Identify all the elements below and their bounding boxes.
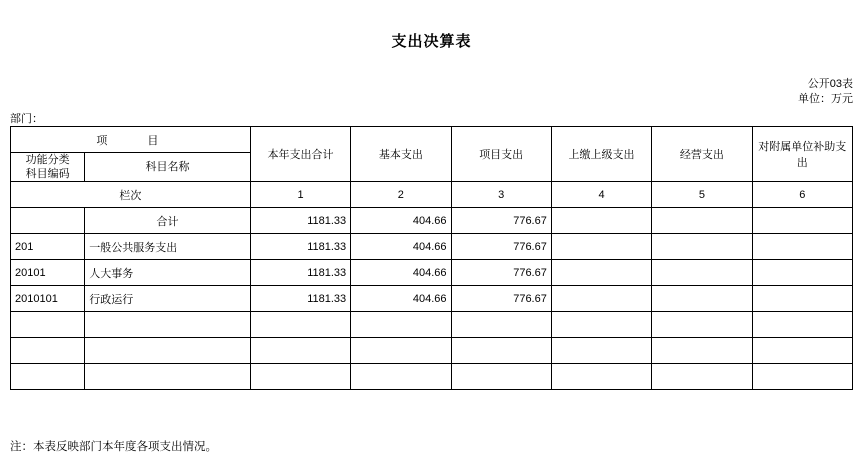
cell-name: 人大事务 bbox=[85, 260, 251, 286]
header-project-expenditure: 项目支出 bbox=[451, 127, 551, 182]
cell-project: 776.67 bbox=[451, 286, 551, 312]
column-number-5: 5 bbox=[652, 182, 752, 208]
cell-basic bbox=[351, 312, 451, 338]
cell-upper bbox=[551, 364, 651, 390]
header-group-item: 项 目 bbox=[11, 127, 251, 153]
cell-name bbox=[85, 364, 251, 390]
footer-note: 注：本表反映部门本年度各项支出情况。 bbox=[10, 441, 217, 453]
cell-total: 1181.33 bbox=[250, 260, 350, 286]
cell-operating bbox=[652, 312, 752, 338]
form-meta bbox=[798, 77, 853, 107]
cell-operating bbox=[652, 286, 752, 312]
table-row bbox=[11, 208, 853, 234]
cell-operating bbox=[652, 234, 752, 260]
cell-code bbox=[11, 364, 85, 390]
header-operating-expenditure: 经营支出 bbox=[652, 127, 752, 182]
cell-code: 201 bbox=[11, 234, 85, 260]
cell-operating bbox=[652, 338, 752, 364]
cell-upper bbox=[551, 286, 651, 312]
cell-subsidy bbox=[752, 260, 852, 286]
table-row bbox=[11, 260, 853, 286]
cell-basic: 404.66 bbox=[351, 286, 451, 312]
cell-total bbox=[250, 312, 350, 338]
cell-basic bbox=[351, 364, 451, 390]
cell-project bbox=[451, 338, 551, 364]
cell-project: 776.67 bbox=[451, 260, 551, 286]
table-column-number-row bbox=[11, 182, 853, 208]
column-number-6: 6 bbox=[752, 182, 852, 208]
form-number: 公开03表 bbox=[807, 78, 853, 90]
header-total-expenditure: 本年支出合计 bbox=[250, 127, 350, 182]
header-upper-level-payment: 上缴上级支出 bbox=[551, 127, 651, 182]
cell-upper bbox=[551, 260, 651, 286]
cell-operating bbox=[652, 208, 752, 234]
table-row bbox=[11, 234, 853, 260]
table-row bbox=[11, 338, 853, 364]
header-basic-expenditure: 基本支出 bbox=[351, 127, 451, 182]
cell-code bbox=[11, 208, 85, 234]
cell-basic: 404.66 bbox=[351, 260, 451, 286]
cell-subsidy bbox=[752, 208, 852, 234]
cell-project: 776.67 bbox=[451, 234, 551, 260]
currency-unit: 单位：万元 bbox=[798, 93, 853, 105]
cell-operating bbox=[652, 364, 752, 390]
expenditure-table bbox=[10, 126, 853, 390]
page-title: 支出决算表 bbox=[391, 33, 472, 50]
cell-name bbox=[85, 338, 251, 364]
column-number-1: 1 bbox=[250, 182, 350, 208]
cell-upper bbox=[551, 338, 651, 364]
cell-upper bbox=[551, 234, 651, 260]
cell-project bbox=[451, 364, 551, 390]
cell-upper bbox=[551, 208, 651, 234]
table-row bbox=[11, 312, 853, 338]
cell-project bbox=[451, 312, 551, 338]
cell-code bbox=[11, 312, 85, 338]
cell-name bbox=[85, 312, 251, 338]
cell-subsidy bbox=[752, 312, 852, 338]
cell-basic bbox=[351, 338, 451, 364]
cell-operating bbox=[652, 260, 752, 286]
table-row bbox=[11, 286, 853, 312]
column-number-4: 4 bbox=[551, 182, 651, 208]
cell-total: 1181.33 bbox=[250, 286, 350, 312]
cell-upper bbox=[551, 312, 651, 338]
cell-subsidy bbox=[752, 234, 852, 260]
cell-name: 合计 bbox=[85, 208, 251, 234]
header-subject-name: 科目名称 bbox=[85, 153, 251, 182]
header-subsidiary-subsidy: 对附属单位补助支出 bbox=[752, 127, 852, 182]
cell-total bbox=[250, 338, 350, 364]
cell-code: 2010101 bbox=[11, 286, 85, 312]
cell-code bbox=[11, 338, 85, 364]
cell-basic: 404.66 bbox=[351, 208, 451, 234]
document-page bbox=[0, 30, 863, 461]
cell-name: 一般公共服务支出 bbox=[85, 234, 251, 260]
cell-total: 1181.33 bbox=[250, 208, 350, 234]
header-function-code-line2: 科目编码 bbox=[25, 168, 70, 180]
column-no-label: 栏次 bbox=[11, 182, 251, 208]
table-row bbox=[11, 364, 853, 390]
cell-subsidy bbox=[752, 364, 852, 390]
column-number-2: 2 bbox=[351, 182, 451, 208]
cell-code: 20101 bbox=[11, 260, 85, 286]
cell-subsidy bbox=[752, 338, 852, 364]
column-number-3: 3 bbox=[451, 182, 551, 208]
cell-project: 776.67 bbox=[451, 208, 551, 234]
cell-total bbox=[250, 364, 350, 390]
department-label: 部门： bbox=[10, 113, 43, 125]
cell-total: 1181.33 bbox=[250, 234, 350, 260]
table-header-row-1 bbox=[11, 127, 853, 153]
header-function-code-line1: 功能分类 bbox=[25, 154, 70, 166]
cell-basic: 404.66 bbox=[351, 234, 451, 260]
cell-subsidy bbox=[752, 286, 852, 312]
cell-name: 行政运行 bbox=[85, 286, 251, 312]
header-function-code bbox=[11, 153, 85, 182]
